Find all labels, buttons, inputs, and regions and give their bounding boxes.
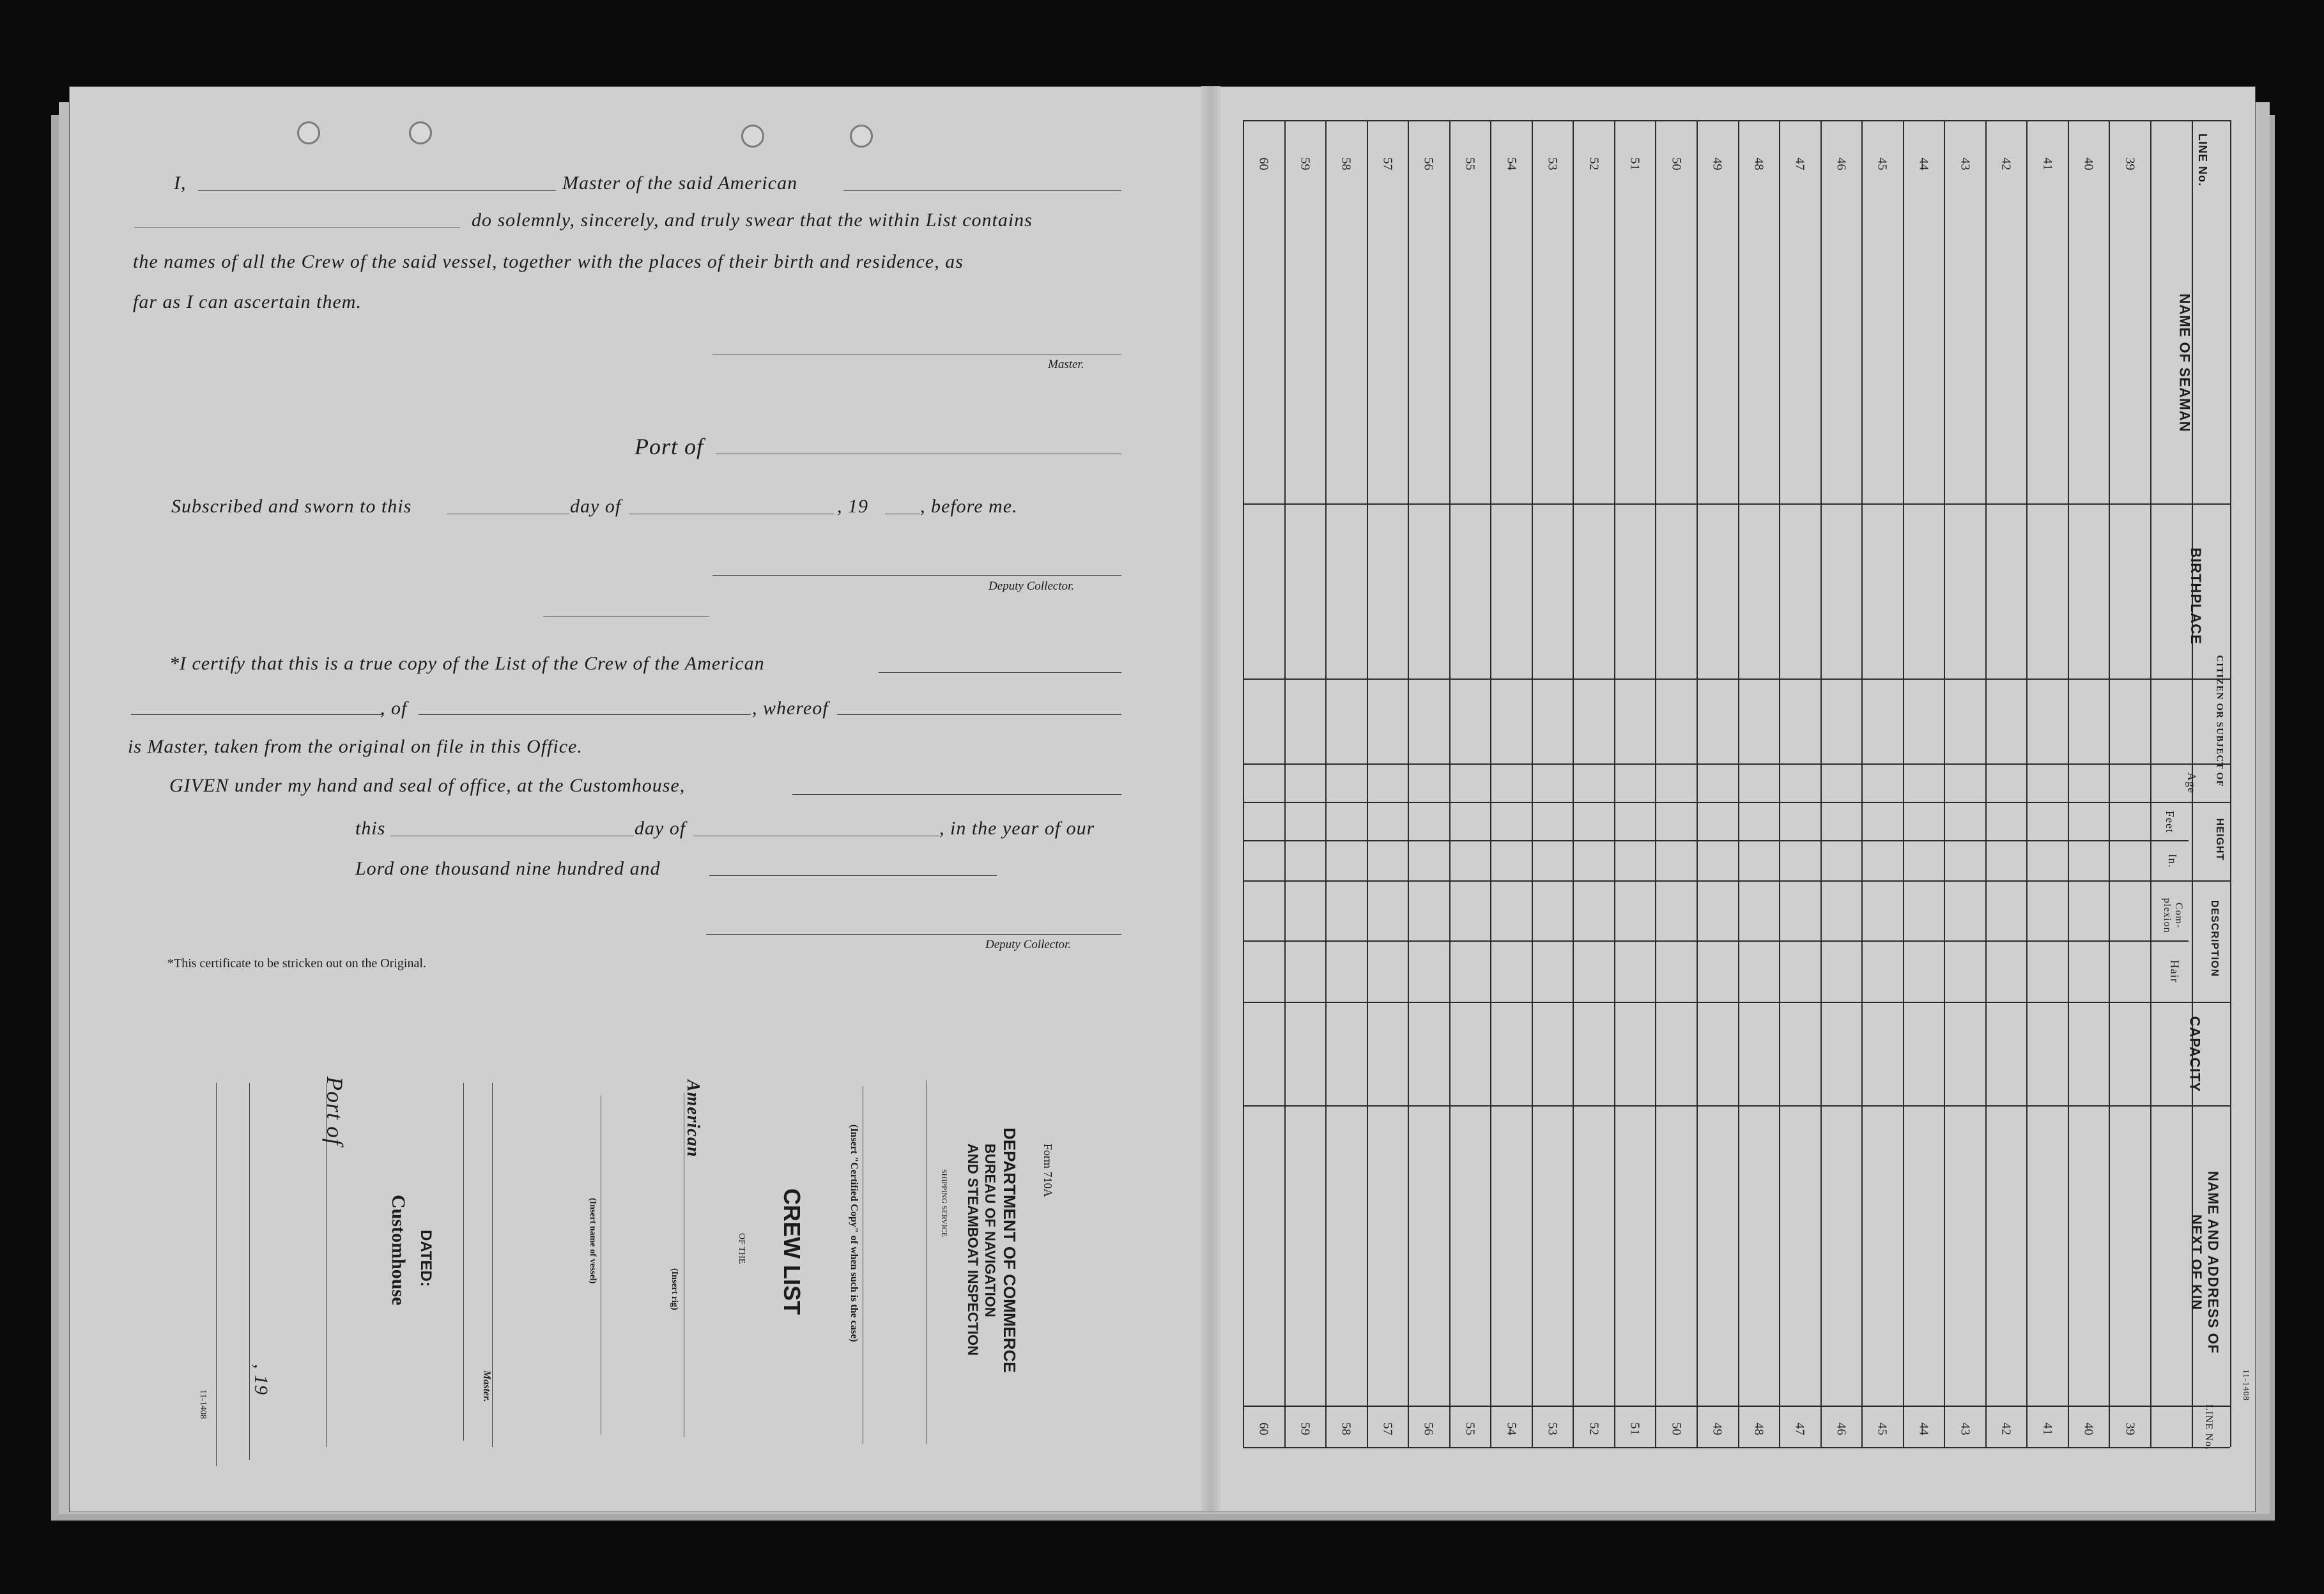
certify-day-of: day of bbox=[635, 818, 686, 839]
cover-of-the: OF THE bbox=[737, 1233, 746, 1264]
blank-c-year[interactable] bbox=[709, 875, 997, 876]
cover-insert-vessel: (Insert name of vessel) bbox=[588, 1198, 597, 1284]
line-number: 55 bbox=[1463, 1422, 1477, 1436]
blank-master-name[interactable] bbox=[198, 190, 556, 191]
header-rule bbox=[2230, 120, 2231, 1447]
cover-year: , 19 bbox=[250, 1364, 272, 1395]
line-number: 40 bbox=[2081, 1422, 2096, 1436]
table-bottom-rule bbox=[1243, 1447, 2230, 1448]
blank-customhouse[interactable] bbox=[792, 794, 1121, 795]
cover-master: Master. bbox=[481, 1370, 492, 1402]
line-number: 59 bbox=[1298, 157, 1312, 171]
certify-line3: is Master, taken from the original on file in this Office. bbox=[128, 736, 583, 757]
cover-rule bbox=[492, 1083, 493, 1447]
signature-deputy[interactable] bbox=[712, 575, 1121, 576]
deputy-collector-label-2: Deputy Collector. bbox=[985, 938, 1072, 951]
table-row[interactable] bbox=[1367, 192, 1408, 1399]
cover-code: 11-1408 bbox=[198, 1390, 208, 1420]
hdr-citizen: CITIZEN OR SUBJECT OF bbox=[2214, 655, 2225, 787]
cover-crew-list: CREW LIST bbox=[779, 1188, 805, 1315]
hdr-complexion: Com- plexion bbox=[2162, 898, 2184, 933]
before-me: , before me. bbox=[920, 496, 1018, 517]
master-label: Master. bbox=[1048, 358, 1084, 371]
certify-this: this bbox=[355, 818, 386, 839]
line-number: 43 bbox=[1958, 1422, 1973, 1436]
line-number: 48 bbox=[1751, 157, 1766, 171]
line-number: 45 bbox=[1875, 157, 1889, 171]
line-number: 53 bbox=[1545, 1422, 1560, 1436]
table-row[interactable] bbox=[1243, 192, 1284, 1399]
line-number: 56 bbox=[1421, 157, 1436, 171]
certify-of: , of bbox=[380, 698, 408, 719]
hdr-in: In. bbox=[2166, 854, 2179, 868]
port-label: Port of bbox=[635, 434, 704, 459]
line-number: 49 bbox=[1710, 157, 1725, 171]
punch-hole bbox=[741, 125, 764, 148]
certify-line1: *I certify that this is a true copy of the List of the Crew of the American bbox=[169, 653, 765, 674]
header-rule bbox=[2150, 120, 2151, 1447]
oath-line3: the names of all the Crew of the said vessel, together with the places of their birth and residence, as bbox=[133, 251, 964, 272]
line-number: 53 bbox=[1545, 157, 1560, 171]
cover-insert-certified: (Insert "Certified Copy" of when such is the case) bbox=[849, 1124, 859, 1342]
subscribed-text: Subscribed and sworn to this bbox=[171, 496, 412, 517]
table-row[interactable] bbox=[1655, 192, 1697, 1399]
table-row[interactable] bbox=[1779, 192, 1820, 1399]
table-row[interactable] bbox=[1490, 192, 1532, 1399]
line-number: 59 bbox=[1298, 1422, 1312, 1436]
line-number: 42 bbox=[1999, 1422, 2013, 1436]
oath-line2: do solemnly, sincerely, and truly swear that the within List contains bbox=[472, 210, 1033, 231]
line-number: 40 bbox=[2081, 157, 2096, 171]
footnote: *This certificate to be stricken out on the Original. bbox=[167, 956, 426, 970]
line-number: 43 bbox=[1958, 157, 1973, 171]
line-number: 46 bbox=[1834, 157, 1849, 171]
day-of: day of bbox=[570, 496, 622, 517]
line-number: 41 bbox=[2040, 157, 2055, 171]
hdr-next-of-kin: NAME AND ADDRESS OF NEXT OF KIN bbox=[2189, 1170, 2221, 1354]
certify-year-of-our: , in the year of our bbox=[939, 818, 1095, 839]
certify-line6: Lord one thousand nine hundred and bbox=[355, 858, 661, 879]
cover-dated: DATED: bbox=[417, 1230, 435, 1287]
line-number: 60 bbox=[1256, 157, 1271, 171]
cover-bureau2: AND STEAMBOAT INSPECTION bbox=[965, 1144, 981, 1356]
cover-rule bbox=[249, 1083, 250, 1460]
hdr-name: NAME OF SEAMAN bbox=[2176, 293, 2193, 433]
table-row[interactable] bbox=[1820, 192, 1862, 1399]
signature-deputy-c[interactable] bbox=[706, 934, 1121, 935]
line-number: 58 bbox=[1339, 1422, 1353, 1436]
line-number: 58 bbox=[1339, 157, 1353, 171]
table-row[interactable] bbox=[1861, 192, 1903, 1399]
page-fold bbox=[1201, 86, 1220, 1511]
hdr-age: Age bbox=[2185, 772, 2198, 793]
line-number: 46 bbox=[1834, 1422, 1849, 1436]
line-number: 54 bbox=[1504, 157, 1519, 171]
line-number: 51 bbox=[1628, 1422, 1642, 1436]
line-number: 51 bbox=[1628, 157, 1642, 171]
hdr-line-no: LINE No. bbox=[2196, 134, 2209, 187]
line-number: 44 bbox=[1916, 1422, 1931, 1436]
line-number: 52 bbox=[1587, 1422, 1601, 1436]
blank-whereof[interactable] bbox=[837, 714, 1121, 715]
blank-vessel[interactable] bbox=[843, 190, 1121, 191]
line-number: 55 bbox=[1463, 157, 1477, 171]
cover-rule bbox=[463, 1083, 464, 1441]
line-number: 57 bbox=[1380, 1422, 1395, 1436]
table-row[interactable] bbox=[1903, 192, 1944, 1399]
blank-american[interactable] bbox=[879, 672, 1121, 673]
table-code: 11-1408 bbox=[2241, 1369, 2251, 1401]
table-row[interactable] bbox=[1325, 192, 1367, 1399]
year-19: , 19 bbox=[837, 496, 868, 517]
table-top-rule bbox=[1243, 120, 2230, 121]
blank-vessel-c[interactable] bbox=[131, 714, 383, 715]
hdr-hair: Hair bbox=[2168, 960, 2182, 983]
cover-american: American bbox=[683, 1080, 703, 1158]
cover-form: Form 710A bbox=[1042, 1144, 1054, 1197]
hdr-birthplace: BIRTHPLACE bbox=[2187, 548, 2204, 645]
line-number: 60 bbox=[1256, 1422, 1271, 1436]
line-number: 50 bbox=[1669, 157, 1684, 171]
table-row[interactable] bbox=[1573, 192, 1614, 1399]
line-number: 48 bbox=[1751, 1422, 1766, 1436]
line-number: 41 bbox=[2040, 1422, 2055, 1436]
table-row[interactable] bbox=[1614, 192, 1656, 1399]
line-number: 39 bbox=[2123, 157, 2137, 171]
line-number: 47 bbox=[1792, 1422, 1807, 1436]
table-row[interactable] bbox=[2109, 192, 2150, 1399]
oath-i: I, bbox=[174, 172, 187, 194]
cover-customhouse: Customhouse bbox=[388, 1195, 409, 1306]
line-number: 54 bbox=[1504, 1422, 1519, 1436]
line-number: 47 bbox=[1792, 157, 1807, 171]
line-number: 50 bbox=[1669, 1422, 1684, 1436]
hdr-line-no-bottom: LINE No. bbox=[2203, 1404, 2214, 1450]
line-number: 45 bbox=[1875, 1422, 1889, 1436]
table-row[interactable] bbox=[1738, 192, 1780, 1399]
rule-kin-bottom bbox=[1243, 1406, 2230, 1407]
punch-hole bbox=[297, 121, 320, 144]
line-number: 44 bbox=[1916, 157, 1931, 171]
line-number: 56 bbox=[1421, 1422, 1436, 1436]
certify-whereof: , whereof bbox=[752, 698, 829, 719]
cover-bureau: BUREAU OF NAVIGATION bbox=[982, 1144, 998, 1317]
line-number: 52 bbox=[1587, 157, 1601, 171]
punch-hole bbox=[850, 125, 873, 148]
oath-master-text: Master of the said American bbox=[562, 172, 798, 194]
hdr-capacity: CAPACITY bbox=[2187, 1016, 2203, 1092]
cover-port-of: Port of bbox=[322, 1077, 348, 1146]
hdr-height: HEIGHT bbox=[2214, 818, 2226, 861]
cover-rule bbox=[216, 1083, 217, 1466]
line-number: 39 bbox=[2123, 1422, 2137, 1436]
table-row[interactable] bbox=[1944, 192, 1985, 1399]
cover-dept: DEPARTMENT OF COMMERCE bbox=[1000, 1128, 1019, 1373]
line-number: 57 bbox=[1380, 157, 1395, 171]
deputy-collector-label: Deputy Collector. bbox=[989, 579, 1075, 593]
line-number: 42 bbox=[1999, 157, 2013, 171]
cover-service: SHIPPING SERVICE bbox=[940, 1169, 949, 1238]
table-row[interactable] bbox=[1408, 192, 1449, 1399]
oath-line4: far as I can ascertain them. bbox=[133, 291, 362, 312]
table-row[interactable] bbox=[1697, 192, 1738, 1399]
table-row[interactable] bbox=[1449, 192, 1491, 1399]
punch-hole bbox=[409, 121, 432, 144]
table-row[interactable] bbox=[1284, 192, 1326, 1399]
certify-line4: GIVEN under my hand and seal of office, at the Customhouse, bbox=[169, 775, 686, 796]
line-number: 49 bbox=[1710, 1422, 1725, 1436]
table-row[interactable] bbox=[2068, 192, 2109, 1399]
blank-home-port[interactable] bbox=[419, 714, 751, 715]
table-row[interactable] bbox=[2026, 192, 2068, 1399]
table-row[interactable] bbox=[1985, 192, 2027, 1399]
hdr-description: DESCRIPTION bbox=[2209, 900, 2220, 977]
cover-insert-rig: (Insert rig) bbox=[670, 1268, 679, 1310]
table-row[interactable] bbox=[1532, 192, 1573, 1399]
hdr-feet: Feet bbox=[2164, 811, 2176, 833]
